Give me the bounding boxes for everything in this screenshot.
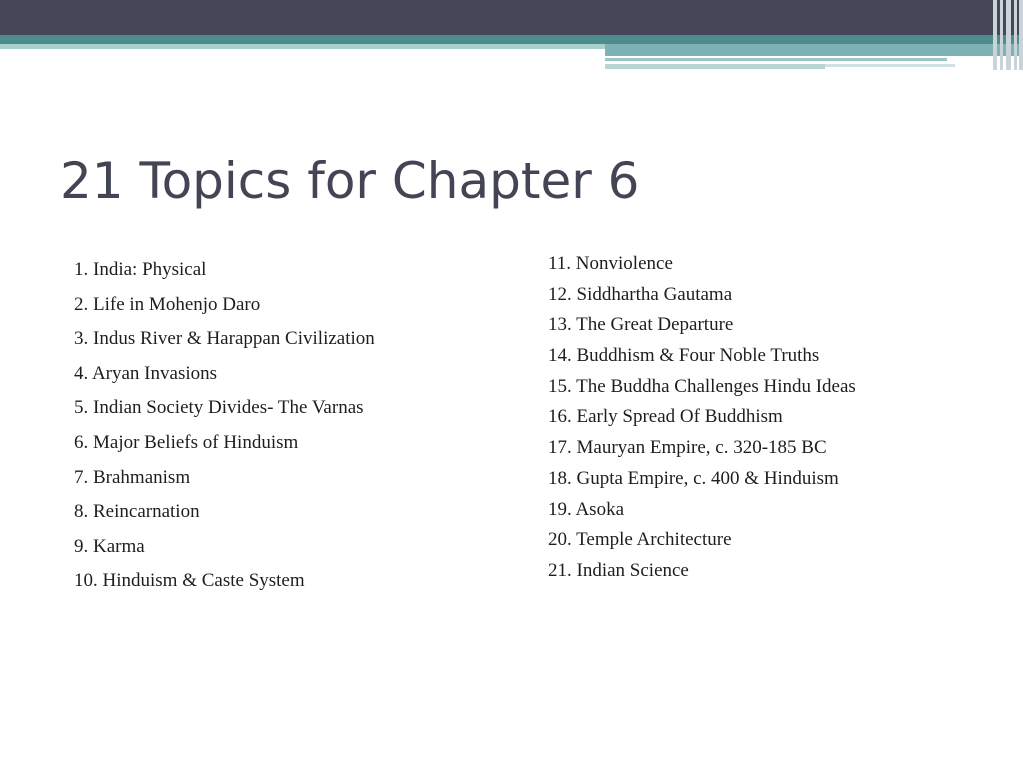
header-accent-line — [605, 58, 947, 61]
topic-item: 20. Temple Architecture — [548, 529, 732, 551]
topic-item: 9. Karma — [74, 535, 145, 557]
topic-item: 19. Asoka — [548, 498, 624, 520]
header-accent-line — [825, 64, 955, 67]
topic-item: 15. The Buddha Challenges Hindu Ideas — [548, 375, 856, 397]
topic-item: 5. Indian Society Divides- The Varnas — [74, 397, 364, 419]
topic-item: 13. The Great Departure — [548, 314, 734, 336]
topic-list-right — [548, 252, 856, 590]
topic-list-left — [74, 258, 375, 604]
topic-item: 4. Aryan Invasions — [74, 362, 218, 384]
header-stripes — [990, 0, 1023, 70]
topic-item: 1. India: Physical — [74, 259, 207, 280]
topic-item: 18. Gupta Empire, c. 400 & Hinduism — [548, 467, 839, 489]
header-dark-band — [0, 0, 1023, 35]
topic-item: 3. Indus River & Harappan Civilization — [74, 328, 375, 350]
header-teal-band — [0, 35, 1023, 44]
topic-item: 14. Buddhism & Four Noble Truths — [548, 345, 820, 367]
topic-item: 16. Early Spread Of Buddhism — [548, 406, 783, 428]
topic-item: 11. Nonviolence — [548, 253, 673, 274]
topic-item: 12. Siddhartha Gautama — [548, 283, 733, 305]
slide-title: 21 Topics for Chapter 6 — [60, 152, 640, 210]
topic-item: 2. Life in Mohenjo Daro — [74, 293, 261, 315]
topic-item: 10. Hinduism & Caste System — [74, 570, 305, 592]
topic-item: 8. Reincarnation — [74, 501, 200, 523]
header-accent-block — [605, 44, 1023, 56]
topic-item: 17. Mauryan Empire, c. 320-185 BC — [548, 437, 827, 459]
header-light-band — [0, 44, 605, 49]
header-accent-line — [605, 64, 825, 69]
topic-item: 6. Major Beliefs of Hinduism — [74, 431, 299, 453]
topic-item: 21. Indian Science — [548, 559, 689, 581]
topic-item: 7. Brahmanism — [74, 466, 191, 488]
